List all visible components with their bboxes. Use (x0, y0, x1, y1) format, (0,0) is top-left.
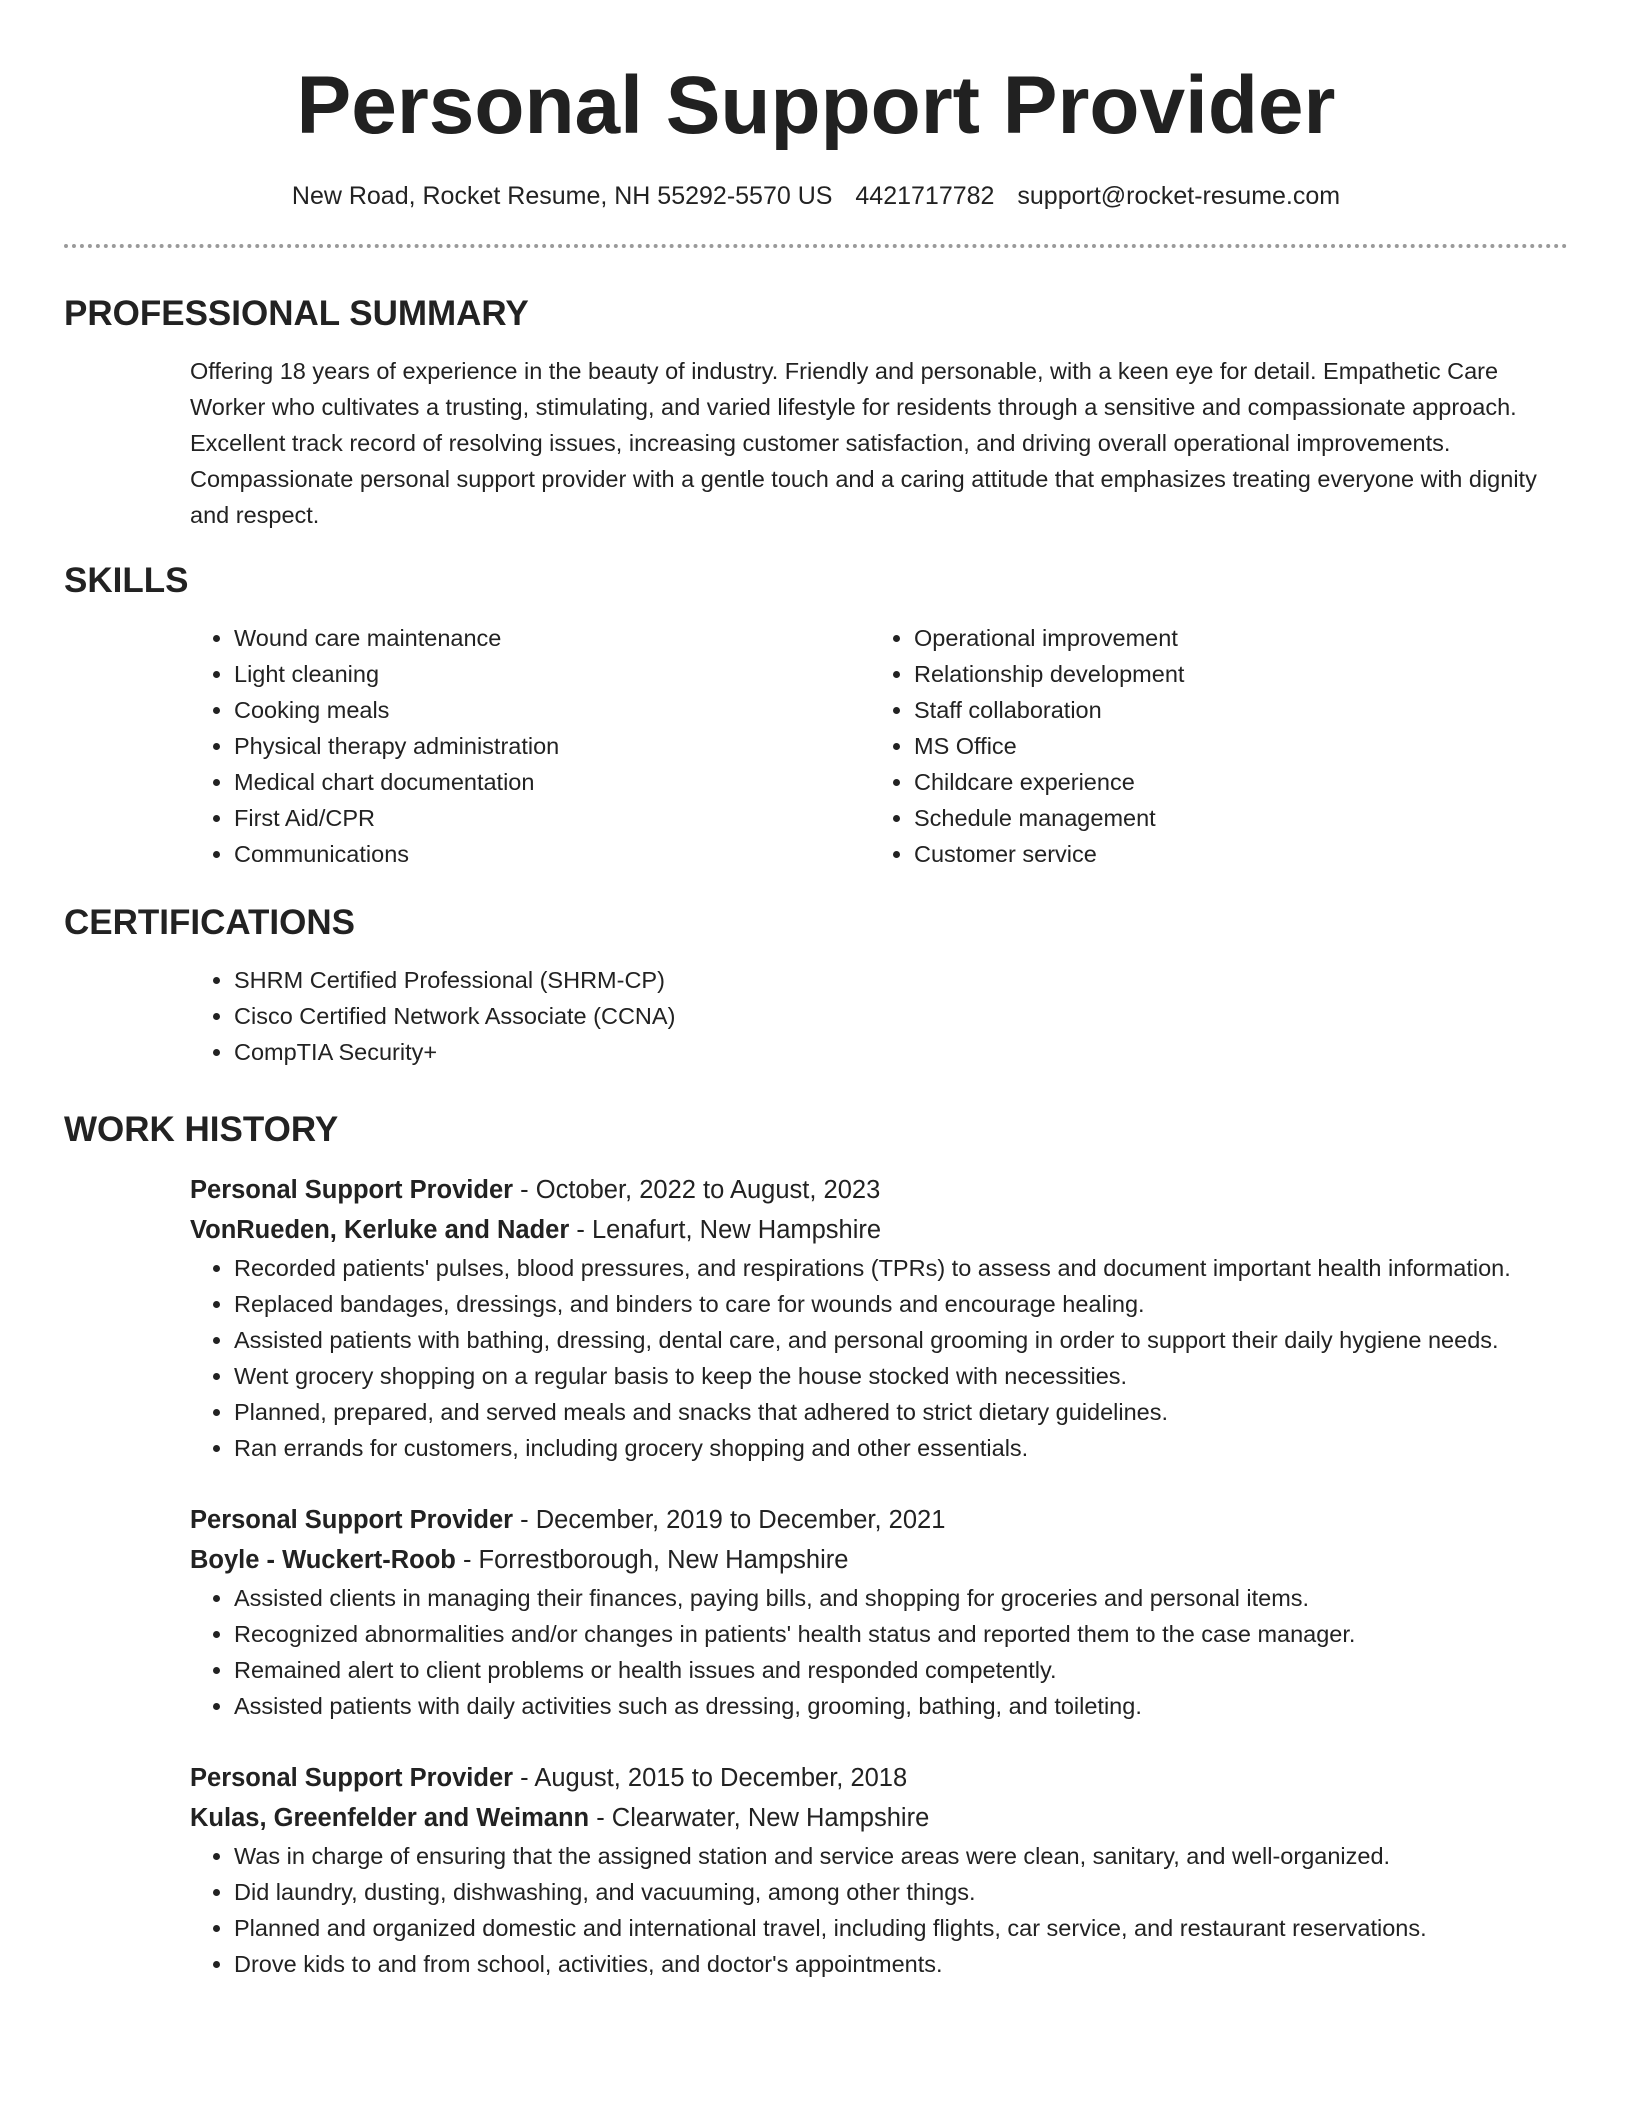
skill-item: • Childcare experience (914, 764, 1550, 800)
certification-item: • CompTIA Security+ (234, 1034, 1568, 1070)
skill-item: • MS Office (914, 728, 1550, 764)
certifications-list (190, 962, 1568, 1070)
job-dates: - October, 2022 to August, 2023 (513, 1176, 881, 1204)
skill-item: • Staff collaboration (914, 692, 1550, 728)
job-role: Personal Support Provider (190, 1176, 514, 1204)
skill-item: • Physical therapy administration (234, 728, 870, 764)
job-title-line (190, 1170, 1568, 1210)
skill-item: • Schedule management (914, 800, 1550, 836)
job-title-line (190, 1500, 1568, 1540)
job-location: - Lenafurt, New Hampshire (569, 1216, 882, 1244)
job-duty: • Remained alert to client problems or health issues and responded competently. (234, 1652, 1568, 1688)
job-entry (190, 1758, 1568, 1982)
skill-item: • Wound care maintenance (234, 620, 870, 656)
job-duty: • Assisted patients with daily activities such as dressing, grooming, bathing, and toileting. (234, 1688, 1568, 1724)
section-title-certifications: CERTIFICATIONS (64, 903, 356, 942)
skill-item: • Operational improvement (914, 620, 1550, 656)
section-title-work-history: WORK HISTORY (64, 1110, 339, 1149)
job-duty: • Recognized abnormalities and/or changes in patients' health status and reported them to the case manager. (234, 1616, 1568, 1652)
summary-text: Offering 18 years of experience in the beauty of industry. Friendly and personable, with a keen eye for detail. Empathetic Care Worker who cultivates a trusting, stimulating, and varied lifestyle for residents through a sensitive and compassionate approach. Excellent track record of resolving issues, increasing customer satisfaction, and driving overall operational improvements. Compassionate personal support provider with a gentle touch and a caring attitude that emphasizes treating everyone with dignity and respect. (190, 358, 1537, 528)
skill-item: • Relationship development (914, 656, 1550, 692)
job-duties-list (190, 1250, 1568, 1466)
job-location: - Forrestborough, New Hampshire (455, 1546, 849, 1574)
resume-name: Personal Support Provider (296, 60, 1336, 151)
job-duty: • Did laundry, dusting, dishwashing, and vacuuming, among other things. (234, 1874, 1568, 1910)
skills-list-left (190, 620, 870, 872)
skills-column-right (870, 620, 1550, 872)
job-duty: • Assisted patients with bathing, dressing, dental care, and personal grooming in order to support their daily hygiene needs. (234, 1322, 1568, 1358)
contact-address: New Road, Rocket Resume, NH 55292-5570 US (291, 182, 833, 210)
skills-column-left (190, 620, 870, 872)
job-company-line (190, 1210, 1568, 1250)
job-dates: - December, 2019 to December, 2021 (513, 1506, 946, 1534)
job-company-line (190, 1798, 1568, 1838)
certification-item: • Cisco Certified Network Associate (CCNA) (234, 998, 1568, 1034)
job-role: Personal Support Provider (190, 1764, 514, 1792)
job-duties-list (190, 1580, 1568, 1724)
skill-item: • Communications (234, 836, 870, 872)
contact-phone: 4421717782 (855, 182, 995, 210)
job-company: Kulas, Greenfelder and Weimann (190, 1804, 590, 1832)
skill-item: • Customer service (914, 836, 1550, 872)
job-duties-list (190, 1838, 1568, 1982)
skill-item: • Light cleaning (234, 656, 870, 692)
contact-email: support@rocket-resume.com (1017, 182, 1341, 210)
job-dates: - August, 2015 to December, 2018 (513, 1764, 908, 1792)
job-duty: • Drove kids to and from school, activities, and doctor's appointments. (234, 1946, 1568, 1982)
job-duty: • Planned, prepared, and served meals and snacks that adhered to strict dietary guidelines. (234, 1394, 1568, 1430)
job-entry (190, 1170, 1568, 1466)
job-duty: • Was in charge of ensuring that the assigned station and service areas were clean, sanitary, and well-organized. (234, 1838, 1568, 1874)
section-title-summary: PROFESSIONAL SUMMARY (64, 294, 529, 333)
job-duty: • Went grocery shopping on a regular basis to keep the house stocked with necessities. (234, 1358, 1568, 1394)
job-duty: • Recorded patients' pulses, blood pressures, and respirations (TPRs) to assess and document important health information. (234, 1250, 1568, 1286)
job-duty: • Assisted clients in managing their finances, paying bills, and shopping for groceries and personal items. (234, 1580, 1568, 1616)
skill-item: • First Aid/CPR (234, 800, 870, 836)
header-divider (64, 244, 1568, 248)
job-title-line (190, 1758, 1568, 1798)
job-role: Personal Support Provider (190, 1506, 514, 1534)
job-company-line (190, 1540, 1568, 1580)
job-duty: • Replaced bandages, dressings, and binders to care for wounds and encourage healing. (234, 1286, 1568, 1322)
certification-item: • SHRM Certified Professional (SHRM-CP) (234, 962, 1568, 998)
contact-line (64, 180, 1568, 212)
skills-grid (190, 620, 1568, 872)
job-entry (190, 1500, 1568, 1724)
job-company: Boyle - Wuckert-Roob (190, 1546, 456, 1574)
job-location: - Clearwater, New Hampshire (589, 1804, 930, 1832)
section-title-skills: SKILLS (64, 561, 189, 600)
certifications-block (190, 962, 1568, 1070)
skills-list-right (870, 620, 1550, 872)
skill-item: • Cooking meals (234, 692, 870, 728)
skill-item: • Medical chart documentation (234, 764, 870, 800)
job-company: VonRueden, Kerluke and Nader (190, 1216, 570, 1244)
job-duty: • Ran errands for customers, including grocery shopping and other essentials. (234, 1430, 1568, 1466)
job-duty: • Planned and organized domestic and international travel, including flights, car service, and restaurant reservations. (234, 1910, 1568, 1946)
